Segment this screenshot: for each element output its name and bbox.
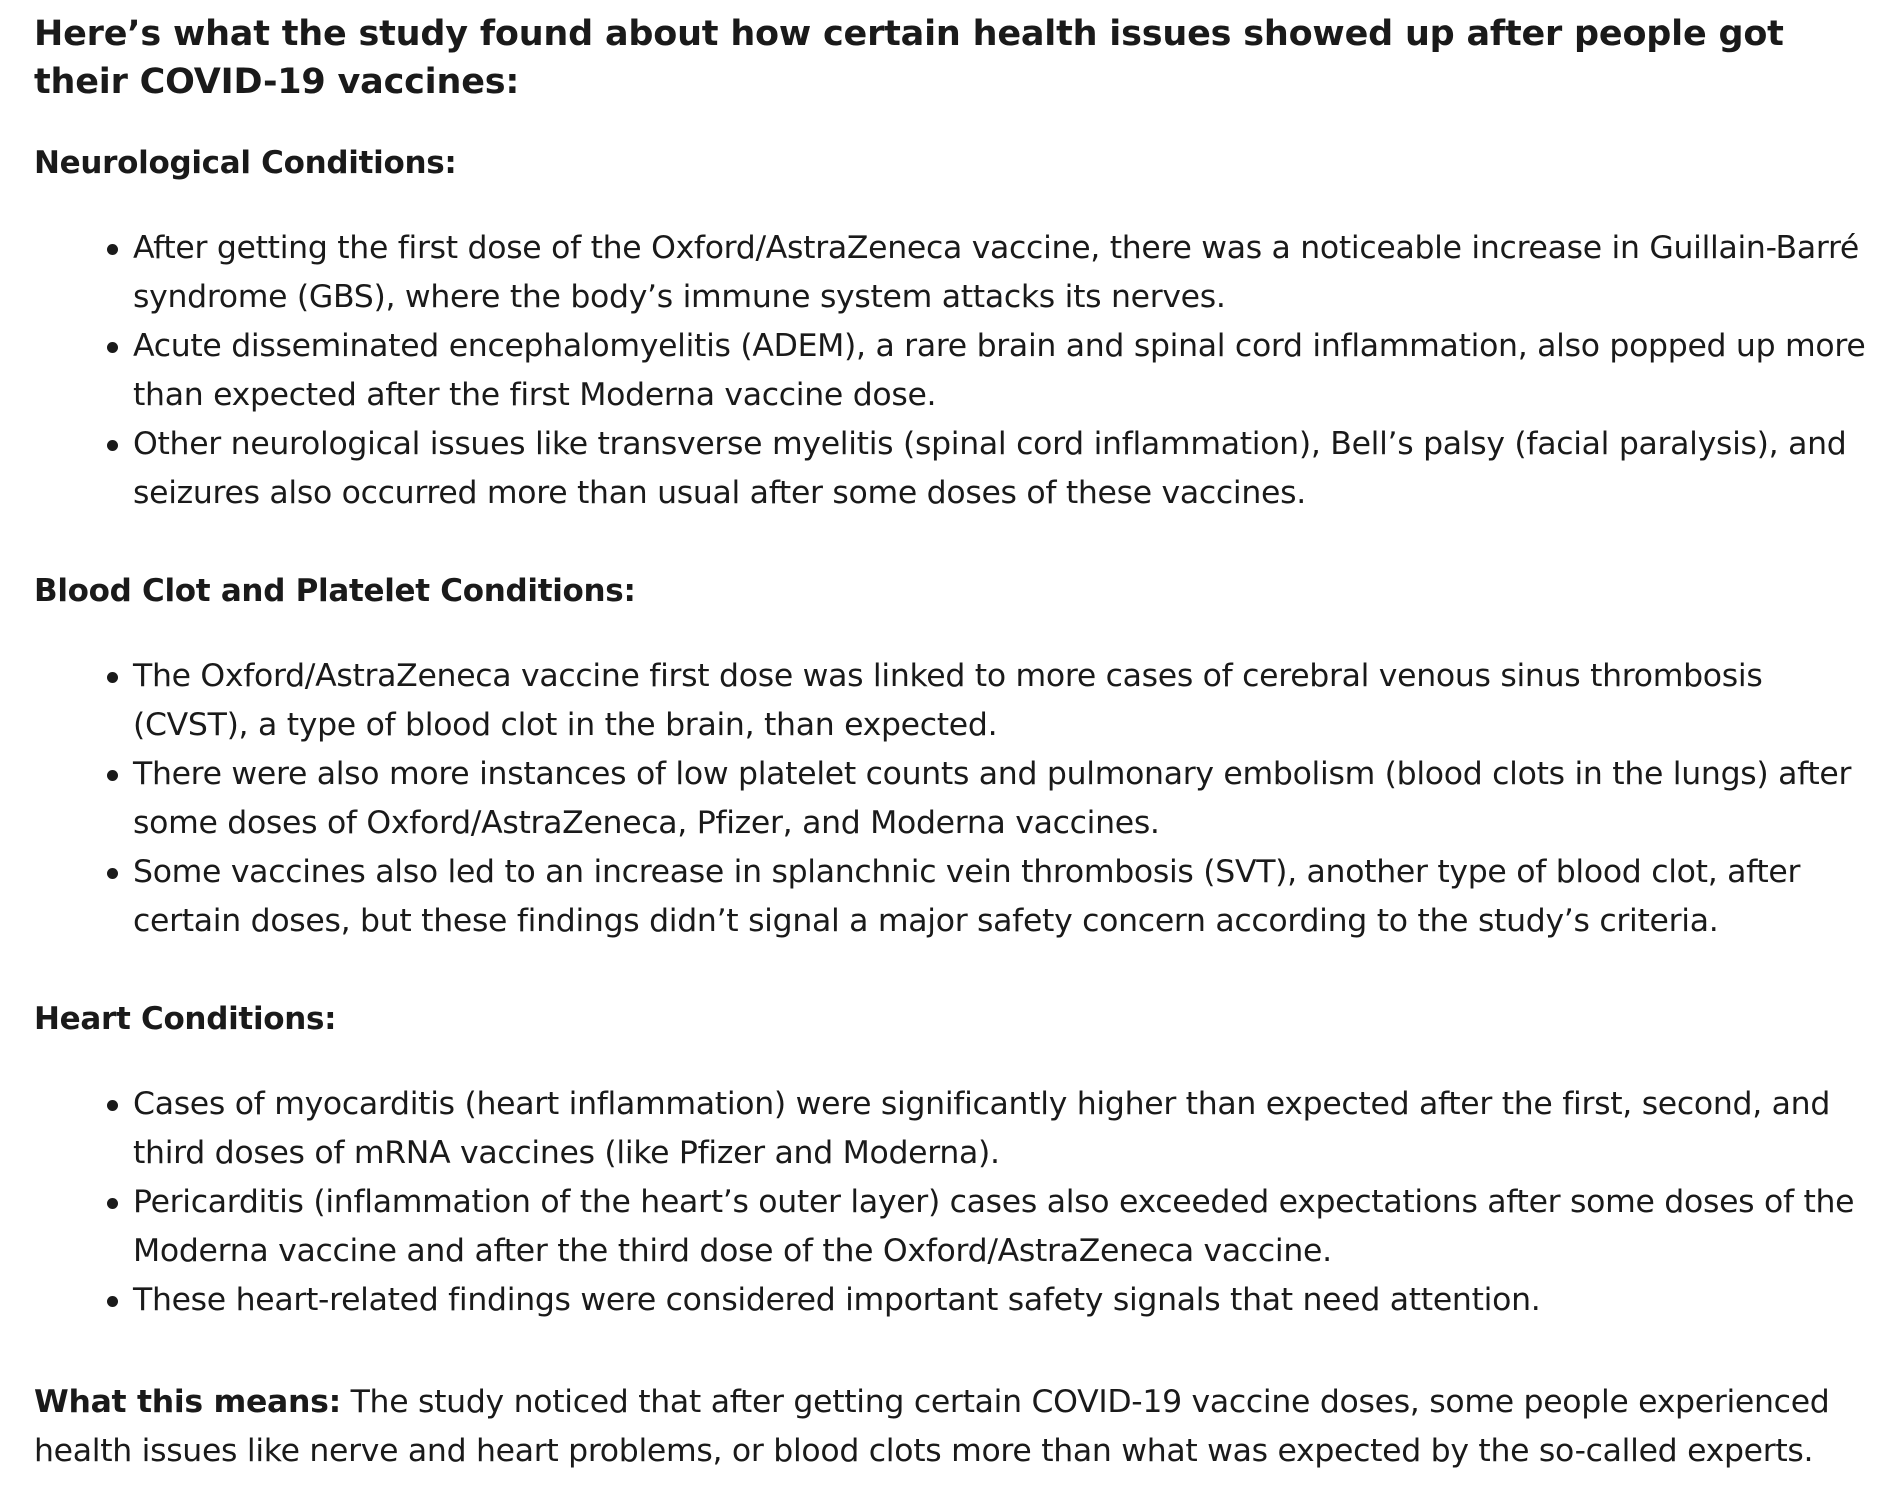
list-item-text: There were also more instances of low platelet counts and pulmonary embolism (blood clots in the lungs) after some doses of Oxford/AstraZeneca, Pfizer, and Moderna vaccines. [133, 756, 1852, 841]
list-item [133, 322, 1881, 420]
intro-heading: Here’s what the study found about how certain health issues showed up after people got their COVID-19 vaccines: [34, 14, 1784, 102]
section-heading-neurological: Neurological Conditions: [34, 145, 457, 181]
neurological-list [34, 224, 1881, 518]
list-item-text: The Oxford/AstraZeneca vaccine first dose was linked to more cases of cerebral venous sinus thrombosis (CVST), a type of blood clot in the brain, than expected. [133, 658, 1763, 743]
blood-clot-list [34, 652, 1881, 946]
list-item-text: Pericarditis (inflammation of the heart’s outer layer) cases also exceeded expectations after some doses of the Moderna vaccine and after the third dose of the Oxford/AstraZeneca vaccine. [133, 1184, 1855, 1269]
bullet-icon [107, 868, 118, 879]
summary-paragraph [34, 1378, 1881, 1476]
bullet-icon [107, 1100, 118, 1111]
section-heading-blood-clot: Blood Clot and Platelet Conditions: [34, 573, 636, 609]
bullet-icon [107, 770, 118, 781]
list-item-text: These heart-related findings were considered important safety signals that need attention. [133, 1282, 1541, 1318]
list-item-text: Some vaccines also led to an increase in splanchnic vein thrombosis (SVT), another type of blood clot, after certain doses, but these findings didn’t signal a major safety concern according to the study’s criteria. [133, 854, 1801, 939]
section-heading-heart: Heart Conditions: [34, 1001, 337, 1037]
heart-list [34, 1080, 1881, 1325]
summary-text: The study noticed that after getting certain COVID-19 vaccine doses, some people experienced health issues like nerve and heart problems, or blood clots more than what was expected by the so-called experts. [34, 1384, 1830, 1469]
bullet-icon [107, 342, 118, 353]
bullet-icon [107, 244, 118, 255]
list-item-text: After getting the first dose of the Oxford/AstraZeneca vaccine, there was a noticeable increase in Guillain-Barré syndrome (GBS), where the body’s immune system attacks its nerves. [133, 230, 1859, 315]
summary-label: What this means: [34, 1384, 341, 1420]
list-item [133, 420, 1881, 518]
list-item [133, 1178, 1881, 1276]
list-item [133, 224, 1881, 322]
list-item-text: Other neurological issues like transverse myelitis (spinal cord inflammation), Bell’s palsy (facial paralysis), and seizures also occurred more than usual after some doses of these vaccines. [133, 426, 1847, 511]
bullet-icon [107, 440, 118, 451]
bullet-icon [107, 672, 118, 683]
list-item [133, 848, 1881, 946]
bullet-icon [107, 1296, 118, 1307]
list-item [133, 1276, 1881, 1325]
list-item [133, 652, 1881, 750]
bullet-icon [107, 1198, 118, 1209]
list-item [133, 1080, 1881, 1178]
list-item-text: Acute disseminated encephalomyelitis (ADEM), a rare brain and spinal cord inflammation, also popped up more than expected after the first Moderna vaccine dose. [133, 328, 1866, 413]
list-item [133, 750, 1881, 848]
list-item-text: Cases of myocarditis (heart inflammation) were significantly higher than expected after the first, second, and third doses of mRNA vaccines (like Pfizer and Moderna). [133, 1086, 1831, 1171]
